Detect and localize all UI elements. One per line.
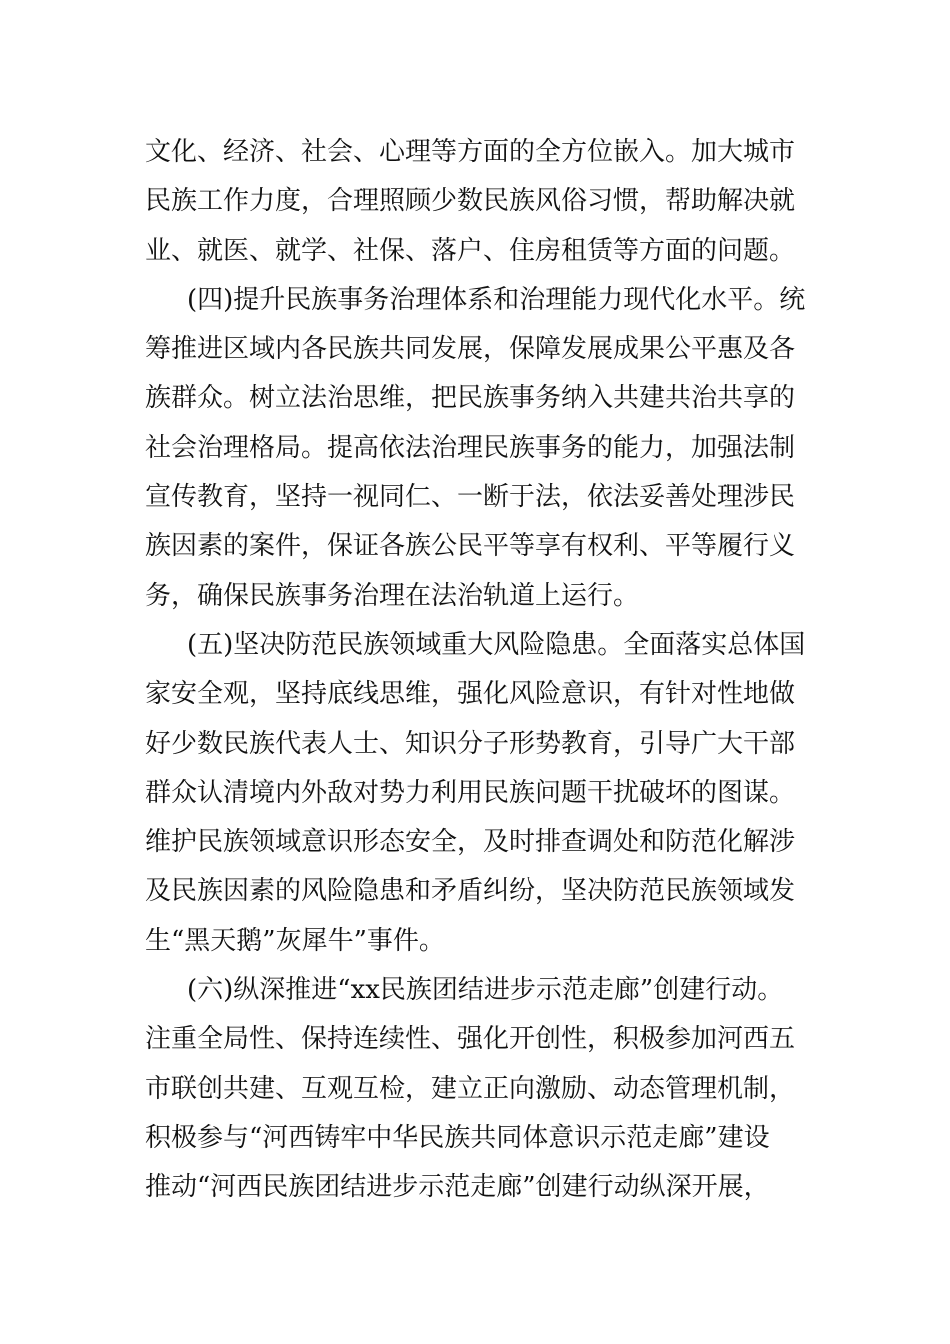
text-line-17: 生“黑天鹅”灰犀牛”事件。 — [145, 925, 445, 956]
text-line-14: 群众认清境内外敌对势力利用民族问题干扰破坏的图谋。 — [145, 777, 796, 808]
text-line-16: 及民族因素的风险隐患和矛盾纠纷，坚决防范民族领域发 — [145, 876, 796, 907]
text-line-2: 民族工作力度，合理照顾少数民族风俗习惯，帮助解决就 — [145, 186, 796, 217]
text-line-13: 好少数民族代表人士、知识分子形势教育，引导广大干部 — [145, 728, 796, 759]
text-line-20: 市联创共建、互观互检，建立正向激励、动态管理机制， — [145, 1073, 796, 1104]
text-line-6: 族群众。树立法治思维，把民族事务纳入共建共治共享的 — [145, 383, 796, 414]
text-line-8: 宣传教育，坚持一视同仁、一断于法，依法妥善处理涉民 — [145, 482, 796, 513]
document-body — [145, 128, 810, 1213]
text-line-19: 注重全局性、保持连续性、强化开创性，积极参加河西五 — [145, 1024, 796, 1055]
text-line-7: 社会治理格局。提高依法治理民族事务的能力，加强法制 — [145, 432, 796, 463]
text-line-22: 推动“河西民族团结进步示范走廊”创建行动纵深开展， — [145, 1172, 770, 1203]
text-line-3: 业、就医、就学、社保、落户、住房租赁等方面的问题。 — [145, 235, 796, 266]
text-line-10: 务，确保民族事务治理在法治轨道上运行。 — [145, 580, 640, 611]
text-line-1: 文化、经济、社会、心理等方面的全方位嵌入。加大城市 — [145, 137, 796, 167]
section-heading-4: (四)提升民族事务治理体系和治理能力现代化水平。统 — [187, 284, 806, 315]
text-line-21: 积极参与“河西铸牢中华民族共同体意识示范走廊”建设 — [145, 1122, 770, 1153]
text-line-12: 家安全观，坚持底线思维，强化风险意识，有针对性地做 — [145, 679, 796, 710]
section-heading-5: (五)坚决防范民族领域重大风险隐患。全面落实总体国 — [187, 629, 806, 660]
section-heading-6: (六)纵深推进“xx民族团结进步示范走廊”创建行动。 — [187, 975, 784, 1006]
text-line-5: 筹推进区域内各民族共同发展，保障发展成果公平惠及各 — [145, 334, 796, 365]
text-line-15: 维护民族领域意识形态安全，及时排查调处和防范化解涉 — [145, 827, 796, 858]
text-line-9: 族因素的案件，保证各族公民平等享有权利、平等履行义 — [145, 531, 796, 562]
